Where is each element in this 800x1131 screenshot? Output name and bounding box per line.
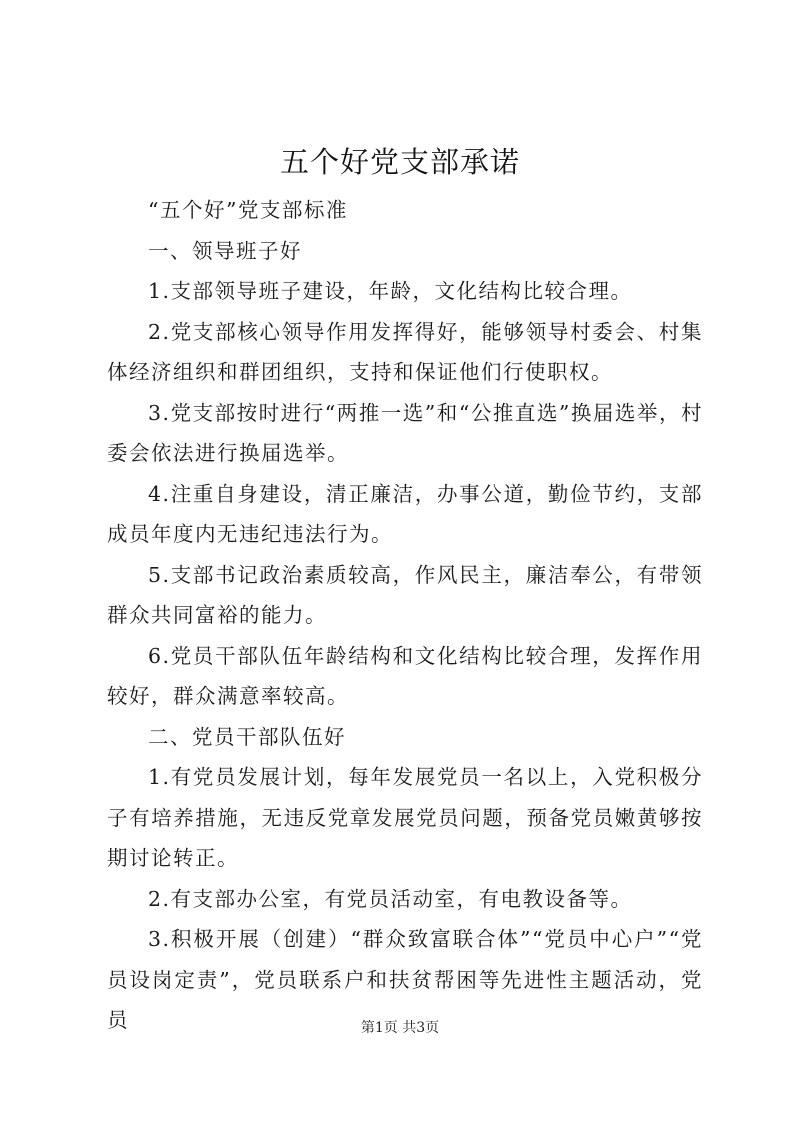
document-body [107,190,703,1041]
paragraph-item: 3.党支部按时进行“两推一选”和“公推直选”换届选举，村委会依法进行换届选举。 [107,400,703,465]
paragraph-item: 2.有支部办公室，有党员活动室，有电教设备等。 [148,886,633,911]
paragraph-item: 5.支部书记政治素质较高，作风民主，廉洁奉公，有带领群众共同富裕的能力。 [107,562,703,627]
paragraph-standard-heading: “五个好”党支部标准 [148,198,348,222]
paragraph-item: 6.党员干部队伍年龄结构和文化结构比较合理，发挥作用较好，群众满意率较高。 [107,643,703,708]
paragraph-item: 2.党支部核心领导作用发挥得好，能够领导村委会、村集体经济组织和群团组织，支持和保证他们行使职权。 [107,319,703,384]
paragraph-item: 1.有党员发展计划，每年发展党员一名以上，入党积极分子有培养措施，无违反党章发展党员问题，预备党员嫩黄够按期讨论转正。 [107,765,703,870]
paragraph-item: 1.支部领导班子建设，年龄，文化结构比较合理。 [148,279,633,303]
paragraph-item: 3.积极开展（创建）“群众致富联合体”“党员中心户”“党员设岗定责”，党员联系户和扶贫帮困等先进性主题活动，党员 [107,927,703,1032]
page-number-footer: 第1页 共3页 [360,1020,440,1036]
section-heading-leadership: 一、领导班子好 [148,238,302,263]
document-title: 五个好党支部承诺 [279,145,520,179]
section-heading-party-members: 二、党员干部队伍好 [148,724,346,749]
paragraph-item: 4.注重自身建设，清正廉洁，办事公道，勤俭节约，支部成员年度内无违纪违法行为。 [107,481,703,546]
